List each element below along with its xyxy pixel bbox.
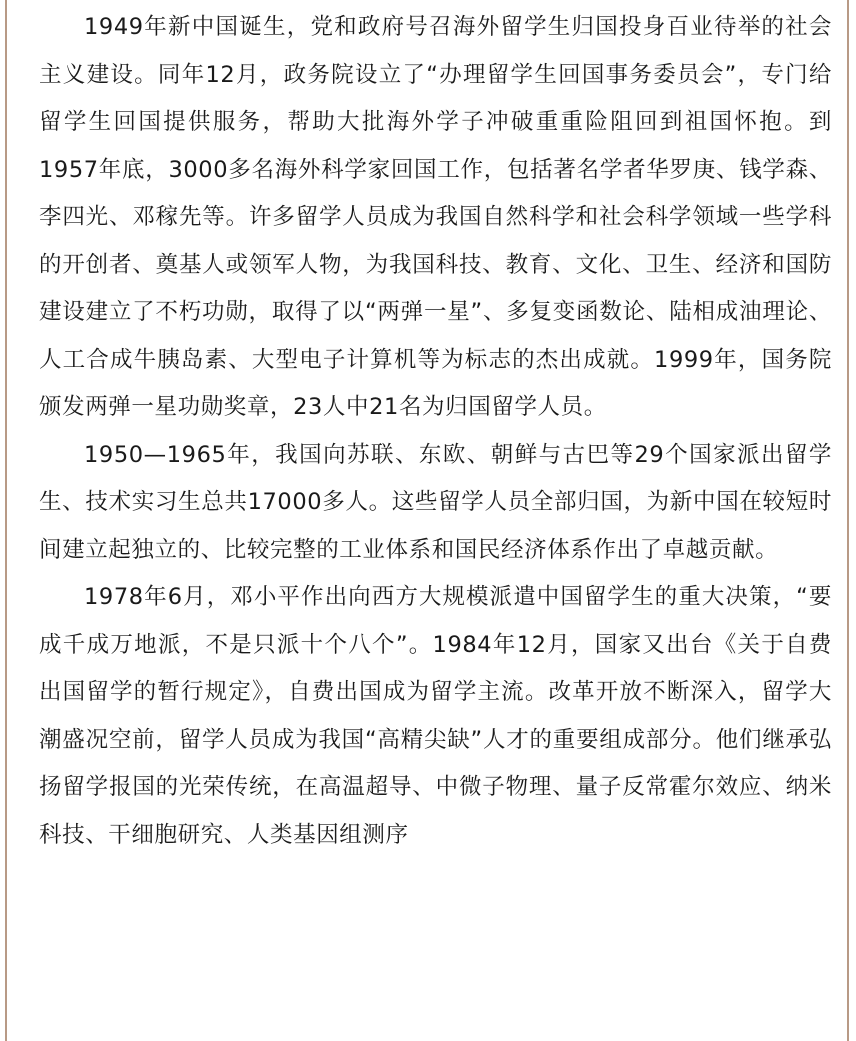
- paragraph-1978-reform: 1978年6月，邓小平作出向西方大规模派遣中国留学生的重大决策，“要成千成万地派，不是只派十个八个”。1984年12月，国家又出台《关于自费出国留学的暂行规定》，自费出国成为留学主流。改革开放不断深入，留学大潮盛况空前，留学人员成为我国“高精尖缺”人才的重要组成部分。他们继承弘扬留学报国的光荣传统，在高温超导、中微子物理、量子反常霍尔效应、纳米科技、干细胞研究、人类基因组测序: [39, 584, 832, 848]
- paragraph-1950-1965-dispatch: 1950—1965年，我国向苏联、东欧、朝鲜与古巴等29个国家派出留学生、技术实习生总共17000多人。这些留学人员全部归国，为新中国在较短时间建立起独立的、比较完整的工业体系和国民经济体系作出了卓越贡献。: [39, 441, 832, 563]
- article-body: [39, 4, 832, 859]
- paragraph-1949-returnees: 1949年新中国诞生，党和政府号召海外留学生归国投身百业待举的社会主义建设。同年12月，政务院设立了“办理留学生回国事务委员会”，专门给留学生回国提供服务，帮助大批海外学子冲破重重险阻回到祖国怀抱。到1957年底，3000多名海外科学家回国工作，包括著名学者华罗庚、钱学森、李四光、邓稼先等。许多留学人员成为我国自然科学和社会科学领域一些学科的开创者、奠基人或领军人物，为我国科技、教育、文化、卫生、经济和国防建设建立了不朽功勋，取得了以“两弹一星”、多复变函数论、陆相成油理论、人工合成牛胰岛素、大型电子计算机等为标志的杰出成就。1999年，国务院颁发两弹一星功勋奖章，23人中21名为归国留学人员。: [39, 14, 832, 420]
- page-frame: [5, 0, 849, 1041]
